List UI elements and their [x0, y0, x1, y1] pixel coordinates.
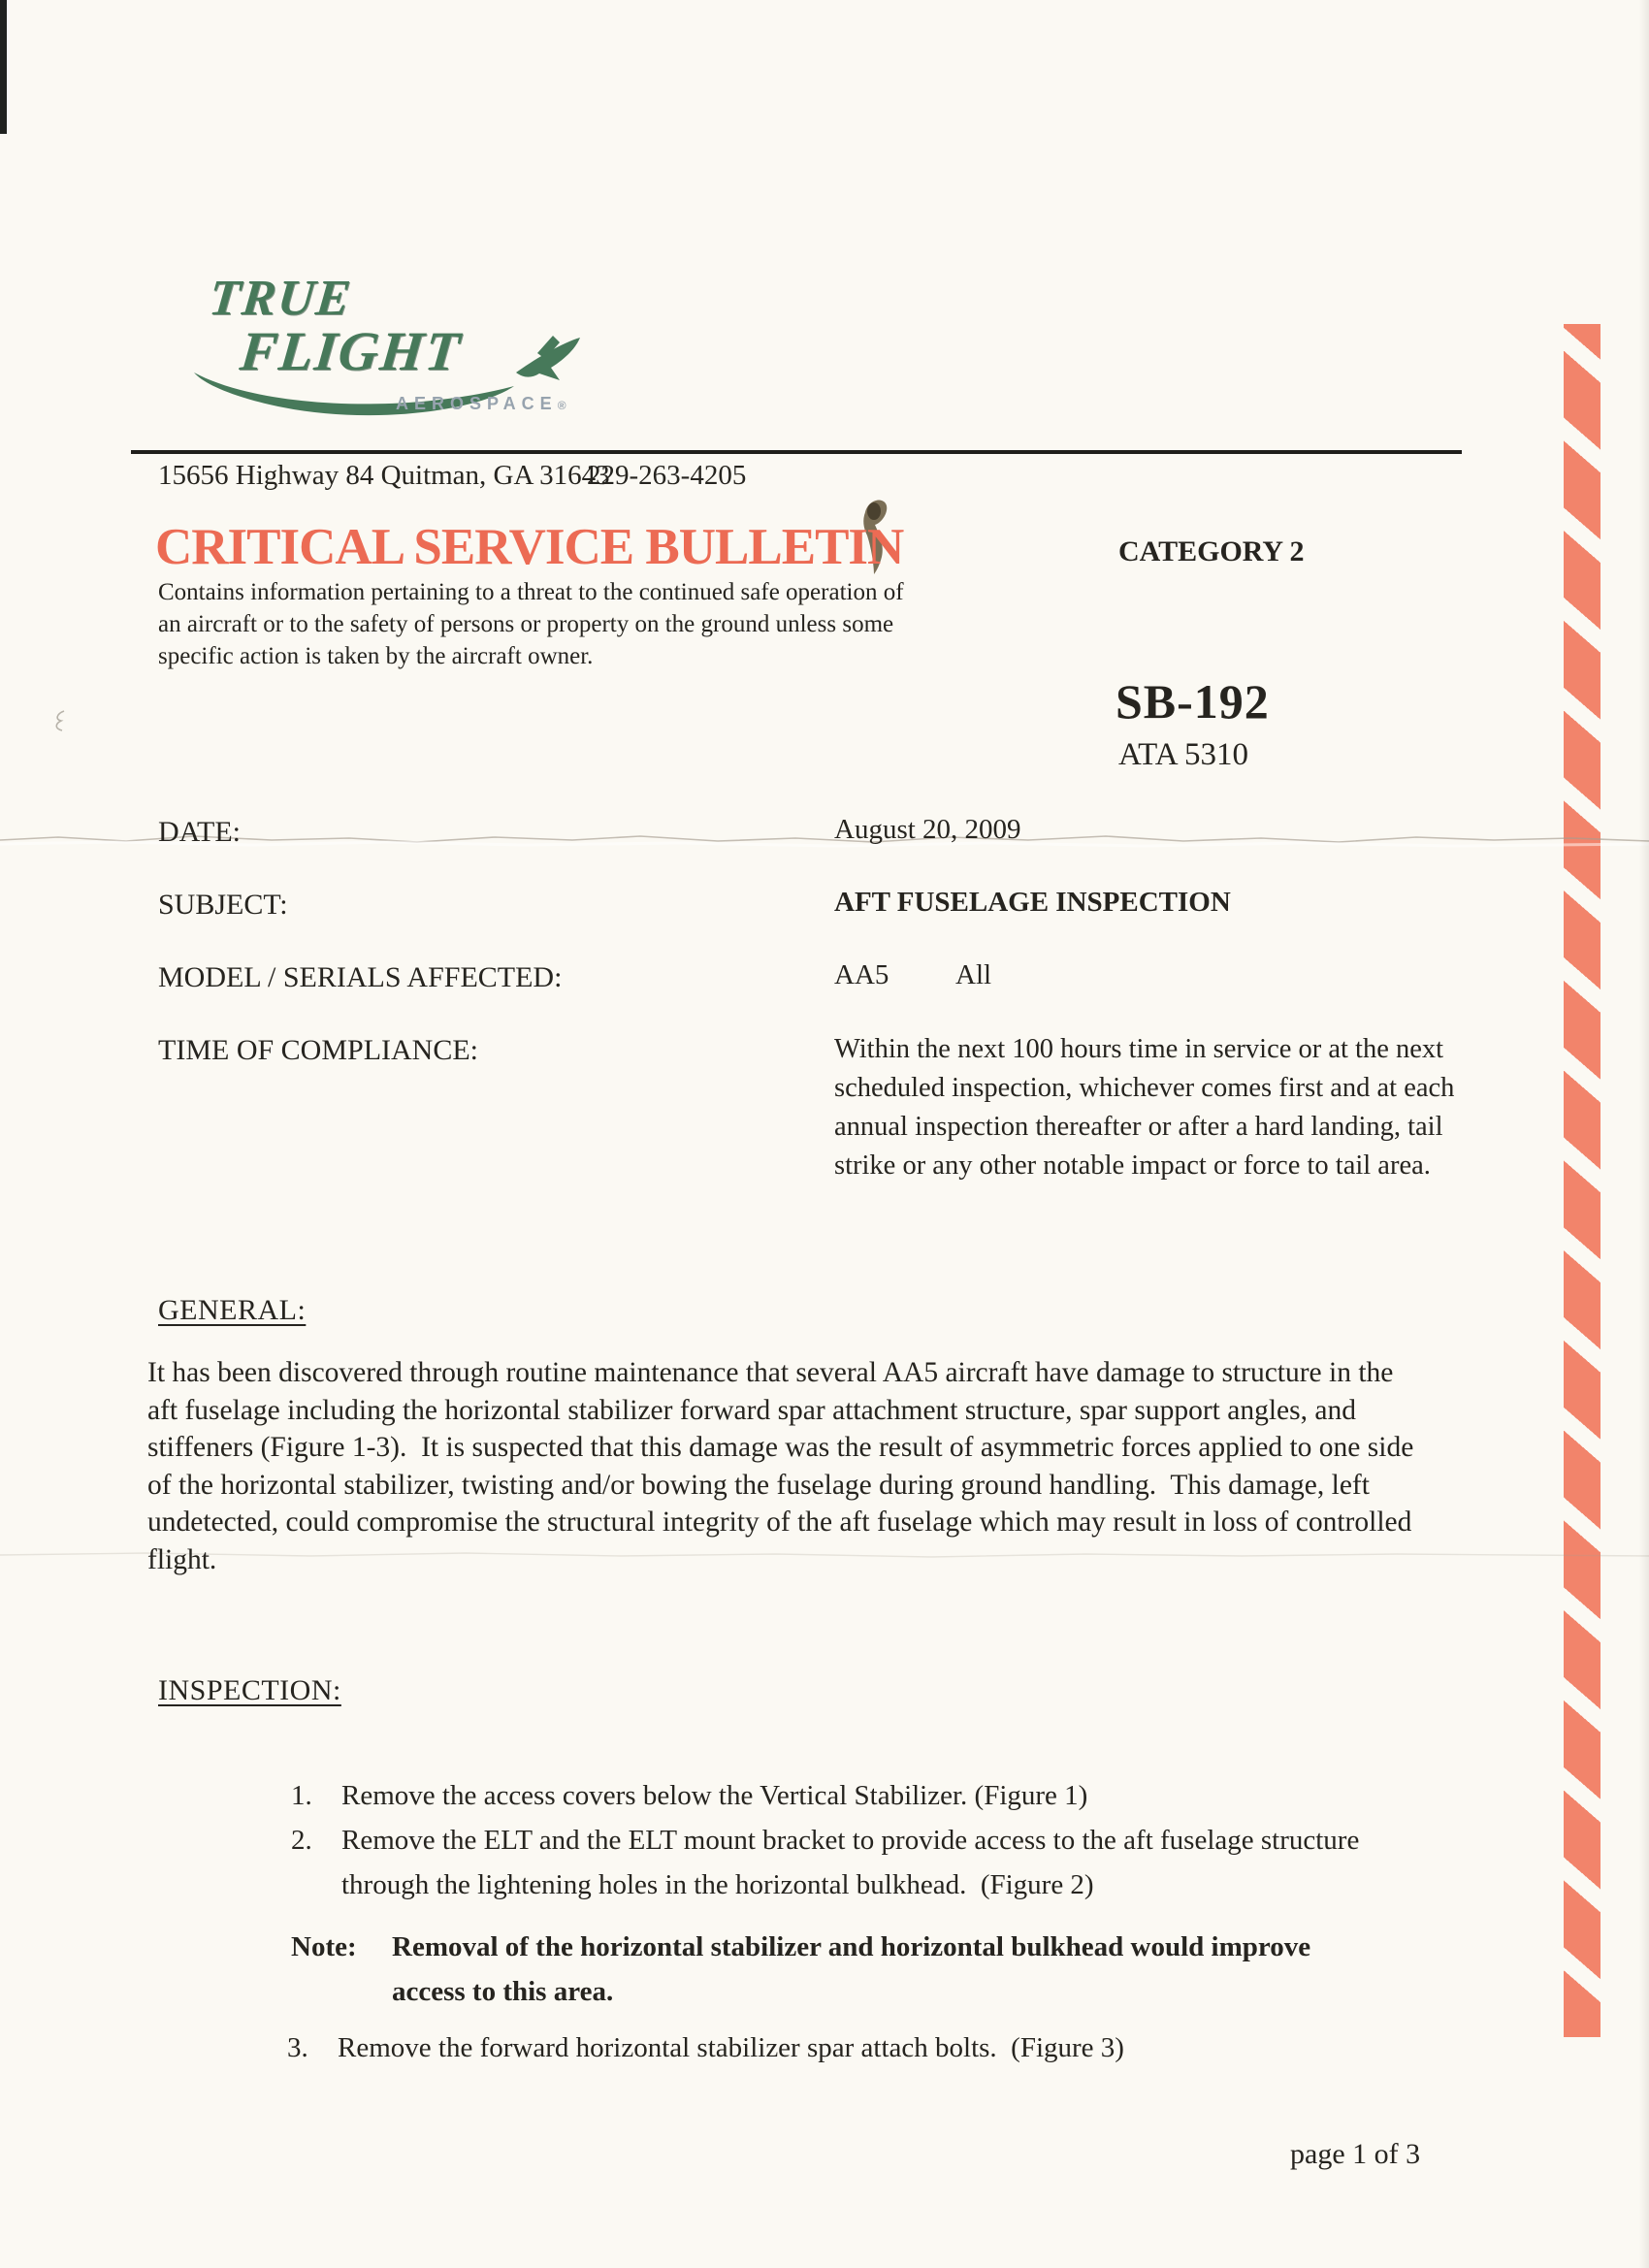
- step-3-text: Remove the forward horizontal stabilizer spar attach bolts. (Figure 3): [338, 2032, 1124, 2063]
- date-label: DATE:: [158, 816, 241, 848]
- step-1-text: Remove the access covers below the Vertical Stabilizer. (Figure 1): [341, 1780, 1088, 1811]
- registered-mark: ®: [557, 399, 566, 412]
- inspection-section-heading: INSPECTION:: [158, 1674, 341, 1706]
- company-address: 15656 Highway 84 Quitman, GA 31643: [158, 460, 610, 491]
- ata-code: ATA 5310: [1118, 737, 1248, 772]
- inspection-step-2: [291, 1818, 1408, 1907]
- time-of-compliance-label: TIME OF COMPLIANCE:: [158, 1034, 479, 1066]
- page-indicator: page 1 of 3: [1290, 2138, 1421, 2170]
- general-section-heading: GENERAL:: [158, 1294, 307, 1326]
- serials-value: All: [955, 959, 992, 990]
- category-label: CATEGORY 2: [1118, 535, 1305, 567]
- general-section-body: It has been discovered through routine maintenance that several AA5 aircraft have damage to structure in the aft fuselage including the horizontal stabilizer forward spar attachment structure, spar support angles, and stiffeners (Figure 1-3). It is suspected that this damage was the result of asymmetric forces applied to one side of the horizontal stabilizer, twisting and/or bowing the fuselage during ground handling. This damage, left undetected, could compromise the structural integrity of the aft fuselage which may result in loss of controlled flight.: [147, 1357, 1421, 1575]
- header-rule: [131, 450, 1462, 454]
- bulletin-description: Contains information pertaining to a threat to the continued safe operation of an aircraft or to the safety of persons or property on the ground unless some specific action is taken by the aircraft owner.: [158, 579, 910, 669]
- paper-fold-crease: [0, 826, 1649, 852]
- note-text: Removal of the horizontal stabilizer and horizontal bulkhead would improve access to this area.: [392, 1931, 1318, 2007]
- logo-tagline: [396, 394, 566, 414]
- date-value: August 20, 2009: [834, 814, 1021, 845]
- logo-tagline-text: AEROSPACE: [396, 394, 558, 413]
- scan-edge-bar: [0, 0, 7, 134]
- note-label: Note:: [291, 1931, 357, 1962]
- bulletin-title: CRITICAL SERVICE BULLETIN: [155, 519, 904, 575]
- logo-word-true: TRUE: [207, 271, 355, 326]
- inspection-step-1: [291, 1773, 1467, 1818]
- subject-label: SUBJECT:: [158, 889, 288, 921]
- model-value: AA5: [834, 959, 889, 990]
- step-1-number: 1.: [291, 1780, 312, 1811]
- company-phone: 229-263-4205: [587, 460, 747, 491]
- step-3-number: 3.: [287, 2032, 308, 2063]
- subject-value: AFT FUSELAGE INSPECTION: [834, 887, 1231, 918]
- scan-edge-shadow: [1639, 0, 1649, 2268]
- certified-mail-stripe-border: [1564, 324, 1600, 2037]
- step-2-number: 2.: [291, 1825, 312, 1856]
- step-2-text: Remove the ELT and the ELT mount bracket to provide access to the aft fuselage structure through the lightening holes in the horizontal bulkhead. (Figure 2): [341, 1825, 1367, 1900]
- inspection-note: [291, 1925, 1391, 2014]
- inspection-step-3: [287, 2025, 1502, 2070]
- logo-word-flight: FLIGHT: [237, 321, 465, 382]
- pencil-mark: [50, 708, 70, 733]
- time-of-compliance-value: Within the next 100 hours time in service or at the next scheduled inspection, whichever comes first and at each annual inspection thereafter or after a hard landing, tail strike or any other notable impact or force to tail area.: [834, 1034, 1462, 1181]
- bulletin-number: SB-192: [1116, 674, 1270, 729]
- model-serials-label: MODEL / SERIALS AFFECTED:: [158, 961, 563, 993]
